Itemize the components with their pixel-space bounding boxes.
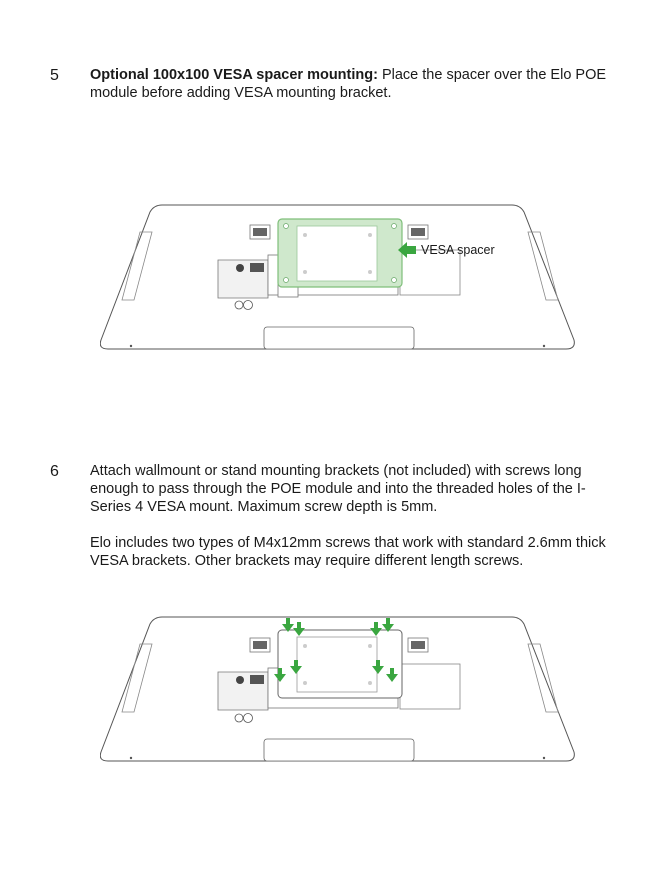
- step-5-text: [90, 66, 620, 102]
- step-5-body: Place the spacer over the Elo POE module before adding VESA mounting bracket.: [90, 67, 607, 101]
- vesa-spacer-callout: VESA spacer: [421, 243, 495, 257]
- step-5-number: 5: [50, 67, 59, 84]
- step-6-text: [90, 462, 620, 570]
- vesa-spacer-illustration: [100, 200, 580, 355]
- bracket-screws-illustration: [100, 614, 580, 766]
- step-5-heading: Optional 100x100 VESA spacer mounting:: [90, 67, 378, 83]
- step-6-number: 6: [50, 463, 59, 480]
- step-6-paragraph-2: Elo includes two types of M4x12mm screws that work with standard 2.6mm thick VESA brackets. Other brackets may require different length screws.: [90, 535, 606, 569]
- step-6-paragraph-1: Attach wallmount or stand mounting brackets (not included) with screws long enough to pass through the POE module and into the threaded holes of the I-Series 4 VESA mount. Maximum screw depth is 5mm.: [90, 463, 586, 515]
